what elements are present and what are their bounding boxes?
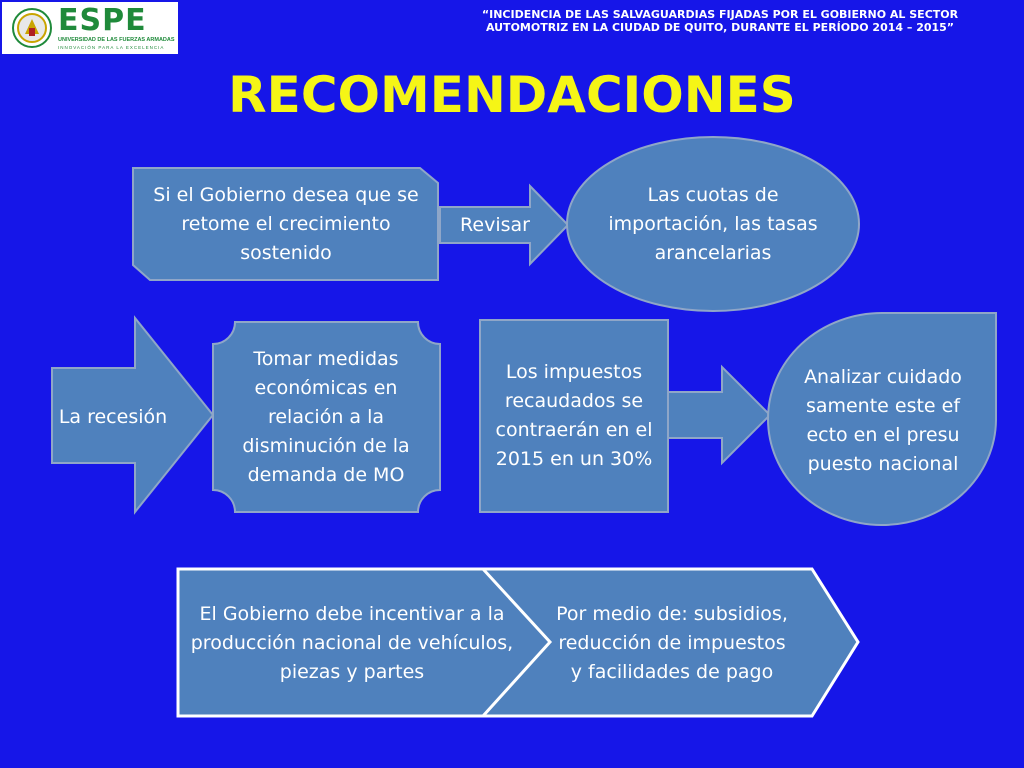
recession-text: La recesión <box>58 405 168 428</box>
connector-arrow <box>668 367 770 463</box>
means-text: Por medio de: subsidios, reducción de impuestos y facilidades de pago <box>556 602 788 683</box>
revisar-text: Revisar <box>460 213 530 236</box>
logo-subtitle: UNIVERSIDAD DE LAS FUERZAS ARMADAS <box>58 37 175 43</box>
university-seal-icon <box>12 8 52 48</box>
tax-text: Los impuestos recaudados se contraerán en el 2015 en un 30% <box>495 361 653 470</box>
incentive-text: El Gobierno debe incentivar a la producción nacional de vehículos, piezas y partes <box>190 602 514 683</box>
condition-text: Si el Gobierno desea que se retome el crecimiento sostenido <box>153 183 419 264</box>
logo-tagline: INNOVACIÓN PARA LA EXCELENCIA <box>58 45 165 50</box>
measure-text: Tomar medidas económicas en relación a la disminución de la demanda de MO <box>242 347 410 486</box>
presentation-title: “INCIDENCIA DE LAS SALVAGUARDIAS FIJADAS POR EL GOBIERNO AL SECTOR AUTOMOTRIZ EN LA CIUDAD DE QUITO, DURANTE EL PERÍODO 2014 – 2015” <box>481 8 959 34</box>
logo-name: ESPE <box>58 3 147 38</box>
analysis-text: Analizar cuidadosamente este efecto en el presupuesto nacional <box>804 366 962 475</box>
target-text: Las cuotas de importación, las tasas arancelarias <box>608 183 818 264</box>
slide-title: RECOMENDACIONES <box>228 66 796 124</box>
espe-logo <box>2 2 178 54</box>
